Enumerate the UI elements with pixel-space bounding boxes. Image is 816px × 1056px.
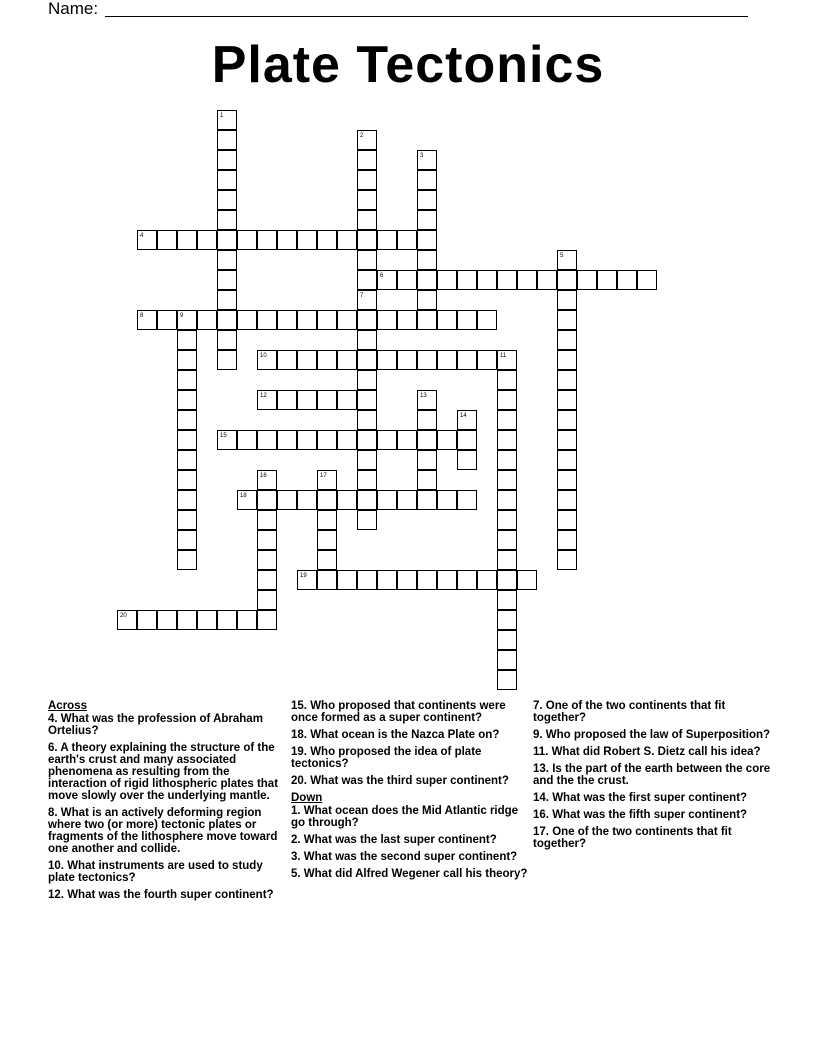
clue-text: What was the second super continent?: [303, 851, 518, 863]
clue-text: What was the fifth super continent?: [552, 809, 748, 821]
grid-cell[interactable]: [417, 210, 437, 230]
grid-cell[interactable]: [257, 430, 277, 450]
grid-cell[interactable]: [317, 430, 337, 450]
grid-cell[interactable]: [197, 230, 217, 250]
grid-cell[interactable]: [177, 550, 197, 570]
grid-cell[interactable]: [177, 410, 197, 430]
clue-text: Who proposed the law of Superposition?: [545, 729, 771, 741]
clue-text: What ocean does the Mid Atlantic ridge go through?: [291, 805, 519, 829]
grid-cell[interactable]: [177, 530, 197, 550]
grid-cell[interactable]: [357, 190, 377, 210]
grid-cell[interactable]: [297, 390, 317, 410]
clue-num: 15 .: [291, 700, 310, 712]
grid-cell[interactable]: [337, 490, 357, 510]
grid-cell[interactable]: [217, 430, 237, 450]
grid-cell[interactable]: [437, 270, 457, 290]
clue-number: 18: [240, 493, 247, 499]
grid-cell[interactable]: [357, 230, 377, 250]
grid-cell[interactable]: [217, 270, 237, 290]
grid-cell[interactable]: [377, 430, 397, 450]
grid-cell[interactable]: [317, 310, 337, 330]
grid-cell[interactable]: [417, 270, 437, 290]
clue-text: What was the last super continent?: [303, 834, 497, 846]
clue-down-17: [533, 826, 771, 850]
clue-text: What did Robert S. Dietz call his idea?: [551, 746, 761, 758]
grid-cell[interactable]: [517, 570, 537, 590]
clue-number: 16: [260, 473, 267, 479]
down-heading: Down: [291, 792, 323, 804]
grid-cell[interactable]: [177, 470, 197, 490]
grid-cell[interactable]: [217, 230, 237, 250]
clue-across-12: [48, 889, 286, 901]
clue-num: 8 .: [48, 807, 61, 819]
grid-cell[interactable]: [497, 370, 517, 390]
clue-text: What was the first super continent?: [552, 792, 748, 804]
grid-cell[interactable]: [417, 290, 437, 310]
grid-cell[interactable]: [497, 430, 517, 450]
grid-cell[interactable]: [357, 430, 377, 450]
grid-cell[interactable]: [217, 290, 237, 310]
grid-cell[interactable]: [257, 550, 277, 570]
grid-cell[interactable]: [417, 410, 437, 430]
clue-text: A theory explaining the structure of the earth's crust and many associated phenomena as resulting from the interaction of rigid lithospheric plates that move slowly over the underlying mantle.: [48, 742, 279, 802]
grid-cell[interactable]: [117, 610, 137, 630]
grid-cell[interactable]: [437, 490, 457, 510]
grid-cell[interactable]: [257, 470, 277, 490]
grid-cell[interactable]: [437, 310, 457, 330]
clue-number: 6: [380, 273, 384, 279]
clue-number: 1: [220, 113, 224, 119]
grid-cell[interactable]: [397, 490, 417, 510]
grid-cell[interactable]: [457, 570, 477, 590]
grid-cell[interactable]: [137, 310, 157, 330]
grid-cell[interactable]: [377, 570, 397, 590]
grid-cell[interactable]: [317, 470, 337, 490]
grid-cell[interactable]: [337, 430, 357, 450]
grid-cell[interactable]: [397, 310, 417, 330]
clue-number: 3: [420, 153, 424, 159]
grid-cell[interactable]: [377, 490, 397, 510]
grid-cell[interactable]: [377, 350, 397, 370]
grid-cell[interactable]: [497, 510, 517, 530]
clue-text: One of the two continents that fit together?: [533, 826, 732, 850]
clue-number: 10: [260, 353, 267, 359]
clue-num: 16 .: [533, 809, 552, 821]
grid-cell[interactable]: [177, 330, 197, 350]
grid-cell[interactable]: [317, 490, 337, 510]
clue-down-1: [291, 805, 529, 829]
grid-cell[interactable]: [297, 570, 317, 590]
grid-cell[interactable]: [237, 490, 257, 510]
grid-cell[interactable]: [557, 550, 577, 570]
grid-cell[interactable]: [497, 350, 517, 370]
grid-cell[interactable]: [177, 510, 197, 530]
grid-cell[interactable]: [257, 570, 277, 590]
grid-cell[interactable]: [277, 430, 297, 450]
grid-cell[interactable]: [497, 630, 517, 650]
clue-number: 12: [260, 393, 267, 399]
clue-down-11: [533, 746, 771, 758]
grid-cell[interactable]: [397, 350, 417, 370]
clue-number: 9: [180, 313, 184, 319]
grid-cell[interactable]: [457, 410, 477, 430]
grid-cell[interactable]: [297, 310, 317, 330]
clue-down-5: [291, 868, 529, 880]
clue-num: 12 .: [48, 889, 67, 901]
grid-cell[interactable]: [177, 310, 197, 330]
grid-cell[interactable]: [357, 270, 377, 290]
grid-cell[interactable]: [137, 610, 157, 630]
grid-cell[interactable]: [337, 350, 357, 370]
grid-cell[interactable]: [557, 350, 577, 370]
grid-cell[interactable]: [357, 170, 377, 190]
clue-column-3: [533, 700, 771, 855]
grid-cell[interactable]: [337, 570, 357, 590]
clue-number: 19: [300, 573, 307, 579]
grid-cell[interactable]: [377, 270, 397, 290]
grid-cell[interactable]: [217, 330, 237, 350]
grid-cell[interactable]: [497, 270, 517, 290]
clue-across-20: [291, 775, 529, 787]
grid-cell[interactable]: [277, 390, 297, 410]
grid-cell[interactable]: [557, 510, 577, 530]
grid-cell[interactable]: [337, 390, 357, 410]
grid-cell[interactable]: [557, 270, 577, 290]
grid-cell[interactable]: [277, 310, 297, 330]
clue-number: 13: [420, 393, 427, 399]
grid-cell[interactable]: [217, 190, 237, 210]
clue-num: 14 .: [533, 792, 552, 804]
grid-cell[interactable]: [217, 610, 237, 630]
grid-cell[interactable]: [557, 410, 577, 430]
grid-cell[interactable]: [537, 270, 557, 290]
clue-text: Who proposed the idea of plate tectonics?: [291, 746, 482, 770]
grid-cell[interactable]: [417, 310, 437, 330]
grid-cell[interactable]: [517, 270, 537, 290]
clue-number: 8: [140, 313, 144, 319]
clue-down-2: [291, 834, 529, 846]
grid-cell[interactable]: [217, 110, 237, 130]
grid-cell[interactable]: [177, 610, 197, 630]
grid-cell[interactable]: [357, 410, 377, 430]
clue-text: What was the fourth super continent?: [67, 889, 274, 901]
grid-cell[interactable]: [437, 430, 457, 450]
grid-cell[interactable]: [557, 430, 577, 450]
clue-down-3: [291, 851, 529, 863]
grid-cell[interactable]: [357, 510, 377, 530]
grid-cell[interactable]: [317, 390, 337, 410]
clue-num: 1 .: [291, 805, 304, 817]
grid-cell[interactable]: [357, 150, 377, 170]
grid-cell[interactable]: [497, 590, 517, 610]
clue-text: What is an actively deforming region where two (or more) tectonic plates or fragments of the lithosphere move toward one another and collide.: [48, 807, 278, 855]
grid-cell[interactable]: [457, 310, 477, 330]
grid-cell[interactable]: [557, 470, 577, 490]
grid-cell[interactable]: [257, 310, 277, 330]
page-title: Plate Tectonics: [211, 36, 605, 94]
grid-cell[interactable]: [377, 230, 397, 250]
clue-across-10: [48, 860, 286, 884]
grid-cell[interactable]: [497, 670, 517, 690]
clue-num: 2 .: [291, 834, 304, 846]
clue-num: 4 .: [48, 713, 61, 725]
grid-cell[interactable]: [197, 610, 217, 630]
grid-cell[interactable]: [397, 570, 417, 590]
grid-cell[interactable]: [317, 570, 337, 590]
grid-cell[interactable]: [357, 470, 377, 490]
grid-cell[interactable]: [557, 490, 577, 510]
clue-num: 13 .: [533, 763, 552, 775]
grid-cell[interactable]: [337, 230, 357, 250]
grid-cell[interactable]: [397, 430, 417, 450]
clue-num: 7 .: [533, 700, 546, 712]
clue-across-19: [291, 746, 529, 770]
grid-cell[interactable]: [497, 550, 517, 570]
grid-cell[interactable]: [297, 430, 317, 450]
grid-cell[interactable]: [157, 310, 177, 330]
grid-cell[interactable]: [177, 450, 197, 470]
grid-cell[interactable]: [317, 530, 337, 550]
grid-cell[interactable]: [177, 490, 197, 510]
grid-cell[interactable]: [157, 230, 177, 250]
clue-number: 17: [320, 473, 327, 479]
grid-cell[interactable]: [317, 230, 337, 250]
grid-cell[interactable]: [297, 230, 317, 250]
grid-cell[interactable]: [257, 490, 277, 510]
clue-num: 3 .: [291, 851, 304, 863]
grid-cell[interactable]: [557, 390, 577, 410]
grid-cell[interactable]: [257, 390, 277, 410]
grid-cell[interactable]: [557, 250, 577, 270]
clue-down-13: [533, 763, 771, 787]
name-label: Name:: [48, 0, 99, 18]
clue-num: 20 .: [291, 775, 310, 787]
grid-cell[interactable]: [497, 570, 517, 590]
grid-cell[interactable]: [257, 230, 277, 250]
clue-text: What ocean is the Nazca Plate on?: [310, 729, 500, 741]
clue-number: 14: [460, 413, 467, 419]
clue-num: 17 .: [533, 826, 552, 838]
grid-cell[interactable]: [477, 350, 497, 370]
clue-across-6: [48, 742, 286, 802]
clue-number: 2: [360, 133, 364, 139]
grid-cell[interactable]: [357, 390, 377, 410]
clue-down-9: [533, 729, 771, 741]
grid-cell[interactable]: [217, 350, 237, 370]
clue-text: What did Alfred Wegener call his theory?: [303, 868, 528, 880]
grid-cell[interactable]: [237, 610, 257, 630]
grid-cell[interactable]: [177, 370, 197, 390]
clue-num: 10 .: [48, 860, 67, 872]
grid-cell[interactable]: [177, 230, 197, 250]
grid-cell[interactable]: [137, 230, 157, 250]
grid-cell[interactable]: [497, 530, 517, 550]
clue-number: 7: [360, 293, 364, 299]
grid-cell[interactable]: [217, 130, 237, 150]
grid-cell[interactable]: [597, 270, 617, 290]
clue-across-15: [291, 700, 529, 724]
grid-cell[interactable]: [417, 230, 437, 250]
grid-cell[interactable]: [237, 430, 257, 450]
grid-cell[interactable]: [417, 430, 437, 450]
grid-cell[interactable]: [357, 570, 377, 590]
grid-cell[interactable]: [217, 310, 237, 330]
grid-cell[interactable]: [177, 430, 197, 450]
grid-cell[interactable]: [357, 450, 377, 470]
grid-cell[interactable]: [497, 450, 517, 470]
grid-cell[interactable]: [237, 310, 257, 330]
grid-cell[interactable]: [317, 550, 337, 570]
grid-cell[interactable]: [497, 390, 517, 410]
grid-cell[interactable]: [257, 350, 277, 370]
grid-cell[interactable]: [277, 350, 297, 370]
grid-cell[interactable]: [557, 330, 577, 350]
grid-cell[interactable]: [357, 250, 377, 270]
clue-num: 6 .: [48, 742, 60, 754]
grid-cell[interactable]: [397, 270, 417, 290]
grid-cell[interactable]: [417, 570, 437, 590]
grid-cell[interactable]: [457, 430, 477, 450]
grid-cell[interactable]: [317, 510, 337, 530]
grid-cell[interactable]: [237, 230, 257, 250]
grid-cell[interactable]: [557, 310, 577, 330]
grid-cell[interactable]: [357, 370, 377, 390]
grid-cell[interactable]: [357, 310, 377, 330]
clue-column-2: [291, 700, 529, 885]
clue-text: What instruments are used to study plate tectonics?: [48, 860, 263, 884]
grid-cell[interactable]: [417, 170, 437, 190]
grid-cell[interactable]: [357, 490, 377, 510]
grid-cell[interactable]: [297, 350, 317, 370]
grid-cell[interactable]: [377, 310, 397, 330]
grid-cell[interactable]: [177, 390, 197, 410]
clue-column-1: [48, 700, 286, 906]
grid-cell[interactable]: [457, 350, 477, 370]
grid-cell[interactable]: [417, 250, 437, 270]
grid-cell[interactable]: [557, 450, 577, 470]
grid-cell[interactable]: [257, 590, 277, 610]
grid-cell[interactable]: [177, 350, 197, 370]
grid-cell[interactable]: [257, 530, 277, 550]
grid-cell[interactable]: [277, 490, 297, 510]
grid-cell[interactable]: [417, 150, 437, 170]
grid-cell[interactable]: [417, 470, 437, 490]
grid-cell[interactable]: [417, 190, 437, 210]
grid-cell[interactable]: [477, 570, 497, 590]
grid-cell[interactable]: [217, 150, 237, 170]
grid-cell[interactable]: [257, 510, 277, 530]
grid-cell[interactable]: [317, 350, 337, 370]
clue-num: 11 .: [533, 746, 552, 758]
grid-cell[interactable]: [217, 250, 237, 270]
clue-down-16: [533, 809, 771, 821]
grid-cell[interactable]: [357, 210, 377, 230]
grid-cell[interactable]: [497, 470, 517, 490]
clue-text: Is the part of the earth between the core and the the crust.: [533, 763, 771, 787]
grid-cell[interactable]: [337, 310, 357, 330]
clue-text: What was the profession of Abraham Ortelius?: [48, 713, 263, 737]
clue-across-8: [48, 807, 286, 855]
grid-cell[interactable]: [277, 230, 297, 250]
grid-cell[interactable]: [497, 490, 517, 510]
clue-num: 5 .: [291, 868, 304, 880]
clue-num: 9 .: [533, 729, 546, 741]
grid-cell[interactable]: [397, 230, 417, 250]
grid-cell[interactable]: [417, 490, 437, 510]
clue-num: 19 .: [291, 746, 310, 758]
grid-cell[interactable]: [357, 130, 377, 150]
grid-cell[interactable]: [217, 170, 237, 190]
clue-text: One of the two continents that fit together?: [533, 700, 726, 724]
clue-down-7: [533, 700, 771, 724]
grid-cell[interactable]: [477, 270, 497, 290]
clue-number: 4: [140, 233, 144, 239]
grid-cell[interactable]: [477, 310, 497, 330]
grid-cell[interactable]: [217, 210, 237, 230]
grid-cell[interactable]: [357, 350, 377, 370]
clue-number: 5: [560, 253, 564, 259]
grid-cell[interactable]: [437, 350, 457, 370]
grid-cell[interactable]: [617, 270, 637, 290]
grid-cell[interactable]: [437, 570, 457, 590]
clue-text: What was the third super continent?: [310, 775, 509, 787]
grid-cell[interactable]: [457, 270, 477, 290]
across-heading: Across: [48, 700, 87, 712]
grid-cell[interactable]: [637, 270, 657, 290]
clue-down-14: [533, 792, 771, 804]
clue-across-18: [291, 729, 529, 741]
grid-cell[interactable]: [297, 490, 317, 510]
grid-cell[interactable]: [557, 290, 577, 310]
grid-cell[interactable]: [157, 610, 177, 630]
grid-cell[interactable]: [577, 270, 597, 290]
grid-cell[interactable]: [557, 370, 577, 390]
grid-cell[interactable]: [497, 650, 517, 670]
grid-cell[interactable]: [357, 330, 377, 350]
grid-cell[interactable]: [457, 450, 477, 470]
grid-cell[interactable]: [457, 490, 477, 510]
clue-number: 11: [500, 353, 507, 359]
grid-cell[interactable]: [417, 350, 437, 370]
clue-text: Who proposed that continents were once formed as a super continent?: [291, 700, 506, 724]
clue-number: 15: [220, 433, 227, 439]
grid-cell[interactable]: [417, 390, 437, 410]
clue-across-4: [48, 713, 286, 737]
grid-cell[interactable]: [357, 290, 377, 310]
grid-cell[interactable]: [497, 410, 517, 430]
clue-number: 20: [120, 613, 127, 619]
grid-cell[interactable]: [257, 610, 277, 630]
grid-cell[interactable]: [197, 310, 217, 330]
grid-cell[interactable]: [557, 530, 577, 550]
grid-cell[interactable]: [497, 610, 517, 630]
grid-cell[interactable]: [417, 450, 437, 470]
clue-num: 18 .: [291, 729, 310, 741]
